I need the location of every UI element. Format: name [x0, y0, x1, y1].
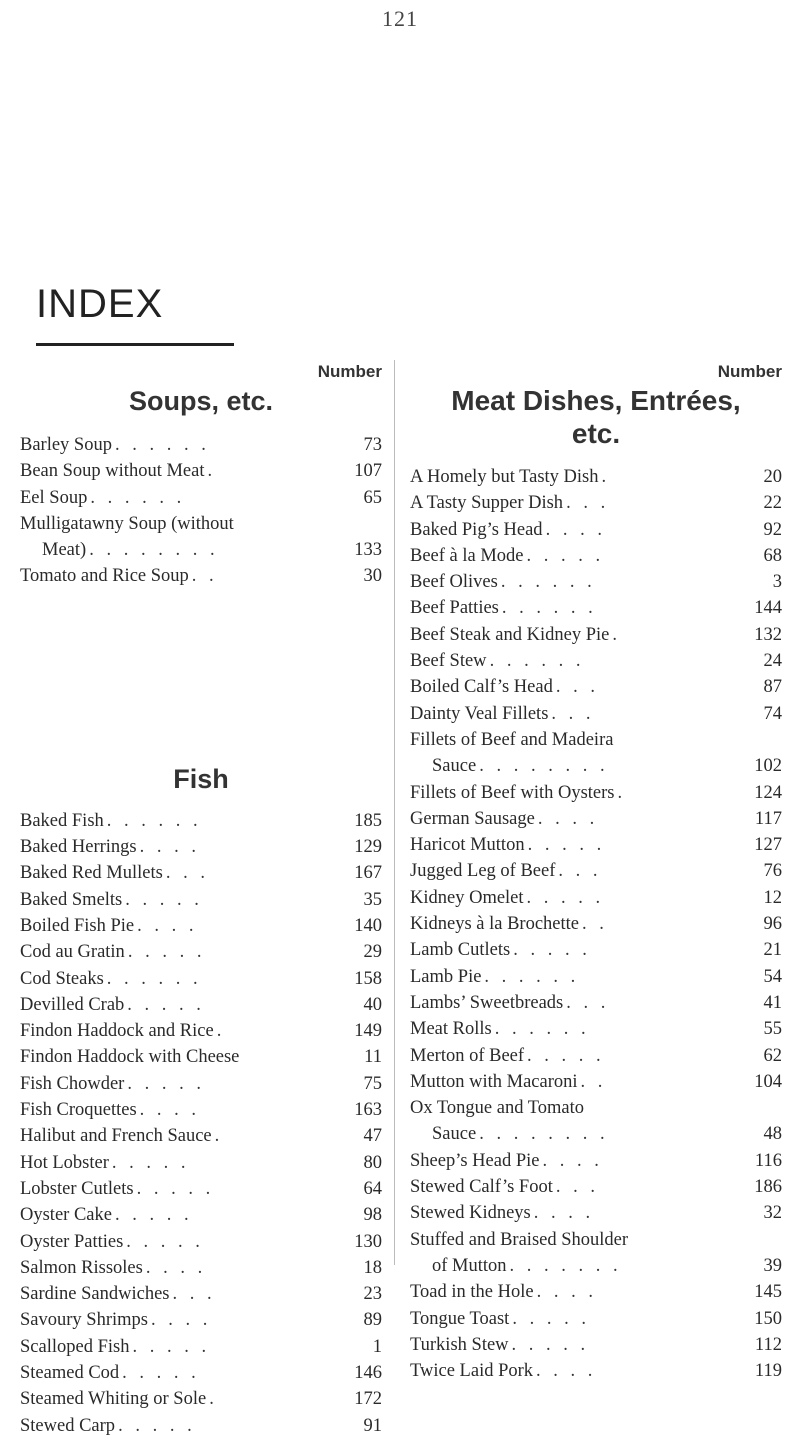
- entry-page-number: 119: [754, 1361, 782, 1382]
- entry-name: Ox Tongue and Tomato: [410, 1098, 584, 1119]
- entry-page-number: 74: [763, 703, 782, 724]
- entry-name: A Homely but Tasty Dish: [410, 467, 599, 487]
- entry-name: Fillets of Beef with Oysters: [410, 782, 615, 803]
- entry-leader-dots: . . . . . .: [501, 598, 597, 619]
- index-entry: [20, 1334, 382, 1360]
- entry-page-number: 116: [754, 1150, 782, 1171]
- soups-entry-list: [20, 432, 382, 590]
- entry-leader-dots: . . . .: [533, 1203, 595, 1224]
- entry-page-number: 132: [754, 624, 782, 645]
- entry-name: Cod au Gratin: [20, 942, 125, 963]
- entry-name: Kidney Omelet: [410, 887, 524, 908]
- index-entry: [20, 834, 382, 860]
- title-underline: [36, 343, 234, 346]
- index-entry: [410, 727, 782, 753]
- entry-name: Baked Pig’s Head: [410, 519, 543, 540]
- entry-name: Tomato and Rice Soup: [20, 566, 189, 587]
- fish-entry-list: [20, 808, 382, 1439]
- entry-page-number: 127: [754, 835, 782, 856]
- entry-page-number: 87: [763, 677, 782, 698]
- entry-name: Lamb Pie: [410, 966, 482, 987]
- index-entry: [20, 1307, 382, 1333]
- index-entry: [20, 458, 382, 484]
- index-entry: [410, 1095, 782, 1121]
- entry-page-number: 185: [354, 810, 382, 831]
- entry-name: Lamb Cutlets: [410, 940, 511, 961]
- entry-name: Sauce: [432, 756, 477, 777]
- entry-name: Baked Herrings: [20, 837, 137, 858]
- section-title-meat-dishes: [410, 384, 782, 450]
- entry-leader-dots: . . . . .: [111, 1152, 190, 1173]
- index-entry: [20, 563, 382, 589]
- index-entry: [410, 490, 782, 516]
- entry-name: Merton of Beef: [410, 1045, 525, 1066]
- entry-name: Halibut and French Sauce: [20, 1126, 212, 1147]
- entry-name: Baked Smelts: [20, 889, 123, 910]
- entry-name: Barley Soup: [20, 435, 112, 455]
- entry-leader-dots: .: [612, 624, 621, 645]
- entry-name: Stewed Carp: [20, 1415, 116, 1436]
- entry-page-number: 129: [354, 837, 382, 858]
- section-title-line: Meat Dishes, Entrées,: [451, 385, 741, 416]
- entry-name: Fillets of Beef and Madeira: [410, 729, 614, 750]
- section-title-line: etc.: [571, 418, 621, 449]
- entry-leader-dots: .: [617, 782, 627, 803]
- entry-leader-dots: . . . . . . . .: [479, 1124, 609, 1145]
- index-entry: [20, 1229, 382, 1255]
- entry-page-number: 22: [763, 493, 782, 514]
- index-entry: [410, 1306, 782, 1332]
- entry-leader-dots: . . . . . .: [90, 487, 186, 508]
- entry-name: Cod Steaks: [20, 968, 104, 989]
- entry-name: Lobster Cutlets: [20, 1178, 134, 1199]
- entry-leader-dots: . . . .: [139, 837, 200, 858]
- page-number: 121: [382, 6, 418, 31]
- entry-leader-dots: . . . .: [545, 519, 606, 540]
- meat-entry-list: [410, 464, 782, 1384]
- entry-page-number: 62: [763, 1045, 782, 1066]
- entry-page-number: 80: [363, 1152, 382, 1173]
- entry-name: Baked Red Mullets: [20, 863, 163, 884]
- entry-page-number: 167: [354, 863, 382, 884]
- entry-page-number: 150: [754, 1308, 782, 1329]
- entry-name: Mulligatawny Soup (without: [20, 513, 234, 534]
- index-entry: [410, 1016, 782, 1042]
- index-entry: [20, 1413, 382, 1439]
- entry-leader-dots: . . . . .: [126, 1231, 204, 1252]
- index-entry: [20, 887, 382, 913]
- entry-leader-dots: . . .: [165, 863, 209, 884]
- entry-name: Turkish Stew: [410, 1334, 509, 1355]
- left-column: [20, 360, 382, 1439]
- entry-page-number: 133: [354, 540, 382, 561]
- entry-page-number: 107: [354, 461, 382, 482]
- entry-name: Beef Steak and Kidney Pie: [410, 624, 610, 645]
- entry-leader-dots: . . . . .: [526, 887, 605, 908]
- index-entry: [410, 569, 782, 595]
- entry-leader-dots: . . .: [566, 992, 610, 1013]
- entry-leader-dots: . . . . . . .: [509, 1255, 622, 1276]
- index-entry: [410, 1253, 782, 1279]
- entry-name: Findon Haddock with Cheese: [20, 1047, 240, 1068]
- entry-leader-dots: . . . .: [542, 1150, 603, 1171]
- entry-name: German Sausage: [410, 808, 535, 829]
- entry-leader-dots: . . . . . . . .: [89, 540, 219, 561]
- entry-page-number: 140: [354, 915, 382, 936]
- entry-page-number: 98: [363, 1205, 382, 1226]
- entry-page-number: 172: [354, 1389, 382, 1410]
- index-entry: [20, 808, 382, 834]
- entry-page-number: 145: [754, 1282, 782, 1303]
- entry-leader-dots: . . . .: [150, 1310, 212, 1331]
- index-entry: [410, 701, 782, 727]
- column-divider: [394, 360, 395, 1265]
- entry-page-number: 39: [763, 1255, 782, 1276]
- entry-name: Meat Rolls: [410, 1019, 492, 1040]
- index-entry: [410, 832, 782, 858]
- index-entry: [410, 543, 782, 569]
- entry-name: Fish Chowder: [20, 1073, 125, 1094]
- index-entry: [410, 595, 782, 621]
- entry-leader-dots: .: [207, 461, 217, 482]
- index-entry: [20, 537, 382, 563]
- entry-page-number: 186: [754, 1177, 782, 1198]
- entry-name: Eel Soup: [20, 487, 88, 508]
- index-entry: [20, 1176, 382, 1202]
- entry-page-number: 30: [363, 566, 382, 587]
- entry-page-number: 68: [763, 545, 782, 566]
- number-column-heading: Number: [317, 362, 382, 381]
- index-entry: [410, 648, 782, 674]
- entry-page-number: 112: [754, 1334, 782, 1355]
- entry-leader-dots: . .: [580, 1071, 607, 1092]
- index-entry: [410, 1358, 782, 1384]
- index-entry: [410, 1200, 782, 1226]
- index-entry: [20, 1386, 382, 1412]
- index-entry: [410, 1148, 782, 1174]
- entry-name: Jugged Leg of Beef: [410, 861, 556, 882]
- index-entry: [410, 937, 782, 963]
- entry-name: Meat): [42, 540, 87, 561]
- index-entry: [410, 806, 782, 832]
- entry-name: Dainty Veal Fillets: [410, 703, 549, 724]
- entry-page-number: 75: [363, 1073, 382, 1094]
- entry-name: of Mutton: [432, 1255, 507, 1276]
- entry-leader-dots: . . . . .: [127, 994, 205, 1015]
- entry-leader-dots: . . . . .: [527, 1045, 605, 1066]
- entry-leader-dots: . . . . .: [127, 1073, 205, 1094]
- index-entry: [410, 1227, 782, 1253]
- index-entry: [410, 911, 782, 937]
- entry-page-number: 76: [763, 861, 782, 882]
- entry-page-number: 64: [363, 1178, 382, 1199]
- entry-name: Stewed Kidneys: [410, 1203, 531, 1224]
- index-entry: [20, 966, 382, 992]
- entry-page-number: 149: [354, 1021, 382, 1042]
- entry-name: Savoury Shrimps: [20, 1310, 148, 1331]
- entry-name: Beef à la Mode: [410, 545, 524, 566]
- entry-leader-dots: . . . . .: [527, 835, 606, 856]
- entry-name: Stewed Calf’s Foot: [410, 1177, 553, 1198]
- index-entry: [410, 674, 782, 700]
- index-entry: [410, 990, 782, 1016]
- index-entry: [410, 885, 782, 911]
- entry-name: Steamed Cod: [20, 1363, 120, 1384]
- entry-leader-dots: . . .: [172, 1284, 216, 1305]
- entry-name: Steamed Whiting or Sole: [20, 1389, 207, 1410]
- entry-page-number: 91: [363, 1415, 382, 1436]
- entry-page-number: 3: [772, 572, 782, 593]
- entry-page-number: 89: [363, 1310, 382, 1331]
- entry-leader-dots: . . . .: [145, 1257, 207, 1278]
- entry-leader-dots: . . . . .: [114, 1205, 193, 1226]
- entry-name: Sardine Sandwiches: [20, 1284, 170, 1305]
- index-entry: [20, 1097, 382, 1123]
- entry-page-number: 96: [763, 914, 782, 935]
- entry-page-number: 104: [754, 1071, 782, 1092]
- index-entry: [20, 485, 382, 511]
- index-entry: [410, 1121, 782, 1147]
- entry-leader-dots: . . . . .: [526, 545, 605, 566]
- index-entry: [410, 464, 782, 490]
- entry-name: Boiled Calf’s Head: [410, 677, 553, 698]
- entry-page-number: 158: [354, 968, 382, 989]
- entry-name: Bean Soup without Meat: [20, 461, 205, 482]
- index-entry: [20, 1044, 382, 1070]
- entry-page-number: 163: [354, 1100, 382, 1121]
- entry-name: Beef Stew: [410, 651, 487, 672]
- entry-name: Beef Patties: [410, 598, 499, 619]
- entry-page-number: 18: [363, 1257, 382, 1278]
- entry-page-number: 21: [763, 940, 782, 961]
- entry-name: Kidneys à la Brochette: [410, 914, 580, 935]
- entry-leader-dots: .: [209, 1389, 218, 1410]
- entry-leader-dots: . . . . . .: [500, 572, 596, 593]
- entry-page-number: 1: [372, 1336, 382, 1357]
- number-column-heading: Number: [717, 362, 782, 381]
- entry-leader-dots: . . . . .: [122, 1363, 200, 1384]
- entry-page-number: 24: [763, 651, 782, 672]
- index-entry: [410, 1174, 782, 1200]
- entry-name: A Tasty Supper Dish: [410, 493, 564, 514]
- entry-leader-dots: . . .: [555, 677, 599, 698]
- index-entry: [20, 939, 382, 965]
- entry-leader-dots: . . . . .: [118, 1415, 196, 1436]
- entry-leader-dots: . .: [582, 914, 608, 935]
- entry-name: Hot Lobster: [20, 1152, 109, 1173]
- entry-page-number: 20: [763, 467, 782, 487]
- entry-name: Baked Fish: [20, 810, 104, 831]
- entry-leader-dots: . . . . .: [136, 1178, 215, 1199]
- entry-name: Stuffed and Braised Shoulder: [410, 1229, 629, 1250]
- entry-leader-dots: . . .: [558, 861, 602, 882]
- entry-name: Haricot Mutton: [410, 835, 525, 856]
- entry-name: Tongue Toast: [410, 1308, 510, 1329]
- entry-leader-dots: . . .: [566, 493, 610, 514]
- entry-name: Findon Haddock and Rice: [20, 1021, 214, 1042]
- entry-leader-dots: . . . . . .: [494, 1019, 590, 1040]
- entry-page-number: 55: [763, 1019, 782, 1040]
- entry-leader-dots: . . . . .: [511, 1334, 590, 1355]
- index-entry: [20, 432, 382, 458]
- index-entry: [410, 964, 782, 990]
- entry-name: Oyster Patties: [20, 1231, 124, 1252]
- entry-page-number: 11: [364, 1047, 382, 1068]
- entry-name: Salmon Rissoles: [20, 1257, 143, 1278]
- index-entry: [20, 1018, 382, 1044]
- entry-page-number: 54: [763, 966, 782, 987]
- entry-page-number: 29: [363, 942, 382, 963]
- index-entry: [20, 511, 382, 537]
- index-entry: [20, 1150, 382, 1176]
- entry-page-number: 117: [754, 808, 782, 829]
- entry-leader-dots: . . . . .: [132, 1336, 211, 1357]
- entry-name: Mutton with Macaroni: [410, 1071, 578, 1092]
- entry-leader-dots: . . . . . . . .: [479, 756, 609, 777]
- entry-leader-dots: . . . . . .: [489, 651, 585, 672]
- entry-leader-dots: . . .: [551, 703, 595, 724]
- entry-page-number: 47: [363, 1126, 382, 1147]
- index-entry: [20, 1123, 382, 1149]
- entry-name: Sauce: [432, 1124, 477, 1145]
- entry-page-number: 130: [354, 1231, 382, 1252]
- index-entry: [20, 1255, 382, 1281]
- entry-name: Fish Croquettes: [20, 1100, 137, 1121]
- entry-name: Devilled Crab: [20, 994, 125, 1015]
- entry-name: Boiled Fish Pie: [20, 915, 135, 936]
- index-entry: [410, 1279, 782, 1305]
- index-entry: [20, 1071, 382, 1097]
- entry-page-number: 41: [763, 992, 782, 1013]
- right-column: [410, 360, 782, 1384]
- entry-page-number: 32: [763, 1203, 782, 1224]
- entry-leader-dots: . . .: [555, 1177, 599, 1198]
- index-entry: [20, 992, 382, 1018]
- entry-name: Scalloped Fish: [20, 1336, 130, 1357]
- entry-page-number: 23: [363, 1284, 382, 1305]
- index-entry: [20, 1281, 382, 1307]
- entry-page-number: 35: [363, 889, 382, 910]
- entry-page-number: 124: [754, 782, 782, 803]
- entry-page-number: 92: [763, 519, 782, 540]
- index-entry: [410, 753, 782, 779]
- index-entry: [410, 517, 782, 543]
- entry-name: Twice Laid Pork: [410, 1361, 534, 1382]
- entry-page-number: 146: [354, 1363, 382, 1384]
- index-entry: [20, 1202, 382, 1228]
- section-title-fish: Fish: [173, 763, 229, 794]
- entry-name: Toad in the Hole: [410, 1282, 534, 1303]
- entry-page-number: 102: [754, 756, 782, 777]
- index-entry: [410, 622, 782, 648]
- entry-leader-dots: .: [214, 1126, 224, 1147]
- index-entry: [410, 1069, 782, 1095]
- index-entry: [410, 858, 782, 884]
- entry-page-number: 48: [763, 1124, 782, 1145]
- entry-leader-dots: . . . . . .: [484, 966, 580, 987]
- entry-page-number: 12: [763, 887, 782, 908]
- entry-leader-dots: . .: [191, 566, 218, 587]
- entry-leader-dots: .: [216, 1021, 226, 1042]
- entry-leader-dots: . . . . . .: [106, 968, 202, 989]
- entry-leader-dots: . . . . .: [512, 1308, 590, 1329]
- index-entry: [410, 1043, 782, 1069]
- entry-page-number: 65: [363, 487, 382, 508]
- entry-leader-dots: . . . . .: [127, 942, 206, 963]
- entry-leader-dots: . . . .: [536, 1361, 597, 1382]
- entry-leader-dots: . . . . . .: [106, 810, 202, 831]
- entry-leader-dots: .: [601, 467, 611, 487]
- index-entry: [410, 780, 782, 806]
- entry-leader-dots: . . . .: [139, 1100, 201, 1121]
- index-entry: [410, 1332, 782, 1358]
- entry-leader-dots: . . . .: [536, 1282, 597, 1303]
- index-entry: [20, 913, 382, 939]
- entry-leader-dots: . . . . .: [513, 940, 591, 961]
- entry-page-number: 40: [363, 994, 382, 1015]
- entry-leader-dots: . . . . . .: [114, 435, 210, 455]
- entry-page-number: 144: [754, 598, 782, 619]
- section-title-soups: Soups, etc.: [128, 386, 274, 416]
- entry-name: Beef Olives: [410, 572, 498, 593]
- index-entry: [20, 1360, 382, 1386]
- entry-leader-dots: . . . .: [537, 808, 599, 829]
- entry-name: Sheep’s Head Pie: [410, 1150, 540, 1171]
- entry-name: Lambs’ Sweetbreads: [410, 992, 564, 1013]
- index-entry: [20, 860, 382, 886]
- entry-leader-dots: . . . . .: [125, 889, 203, 910]
- entry-page-number: 73: [363, 435, 382, 455]
- index-title: INDEX: [36, 282, 164, 326]
- entry-leader-dots: . . . .: [137, 915, 198, 936]
- entry-name: Oyster Cake: [20, 1205, 112, 1226]
